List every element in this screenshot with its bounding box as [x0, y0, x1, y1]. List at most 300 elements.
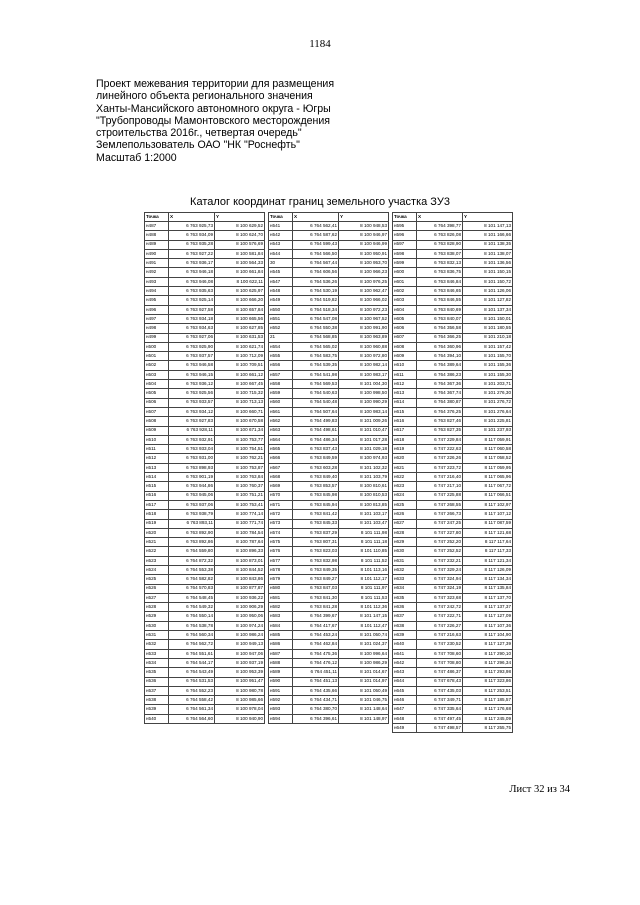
table-row: [269, 445, 389, 454]
x-coordinate-cell: 6 764 553,38: [169, 565, 215, 574]
table-row: [269, 575, 389, 584]
y-coordinate-cell: 8 100 671,34: [215, 426, 265, 435]
x-coordinate-cell: 6 764 435,66: [293, 686, 339, 695]
x-coordinate-cell: 6 764 530,19: [293, 287, 339, 296]
point-id-cell: н527: [145, 593, 169, 602]
table-row: [393, 426, 513, 435]
y-coordinate-cell: 8 101 150,72: [463, 277, 513, 286]
y-coordinate-cell: 8 101 046,75: [339, 696, 389, 705]
y-coordinate-cell: 8 101 111,53: [339, 593, 389, 602]
point-id-cell: н531: [145, 631, 169, 640]
y-coordinate-cell: 8 101 112,36: [339, 603, 389, 612]
point-id-cell: н526: [145, 584, 169, 593]
table-row: [145, 658, 265, 667]
x-coordinate-cell: 6 763 934,12: [169, 407, 215, 416]
y-coordinate-cell: 8 101 225,81: [463, 417, 513, 426]
table-row: [393, 528, 513, 537]
point-id-cell: н633: [393, 575, 417, 584]
x-coordinate-cell: 6 763 603,28: [293, 463, 339, 472]
table-row: [145, 222, 265, 231]
table-row: [145, 473, 265, 482]
x-coordinate-cell: 6 763 938,79: [169, 510, 215, 519]
y-coordinate-cell: 8 101 009,26: [339, 417, 389, 426]
x-coordinate-cell: 6 763 945,06: [169, 491, 215, 500]
point-id-cell: н644: [393, 677, 417, 686]
x-coordinate-cell: 6 747 349,71: [417, 696, 463, 705]
header-line: Ханты-Мансийского автономного округа - Югры: [96, 102, 331, 115]
x-coordinate-cell: 6 747 708,80: [417, 658, 463, 667]
table-row: [145, 482, 265, 491]
x-coordinate-cell: 6 747 232,21: [417, 556, 463, 565]
x-coordinate-cell: 6 764 451,11: [293, 668, 339, 677]
x-coordinate-cell: 6 763 928,11: [169, 426, 215, 435]
table-row: [145, 380, 265, 389]
x-coordinate-cell: 6 764 499,83: [293, 417, 339, 426]
table-row: [269, 342, 389, 351]
y-coordinate-cell: 8 100 946,97: [339, 231, 389, 240]
table-row: [145, 417, 265, 426]
point-id-cell: н556: [269, 361, 293, 370]
x-coordinate-cell: 6 763 934,09: [169, 231, 215, 240]
table-row: [393, 380, 513, 389]
y-coordinate-cell: 8 101 136,56: [463, 259, 513, 268]
y-coordinate-cell: 8 101 155,70: [463, 352, 513, 361]
y-coordinate-cell: 8 100 661,12: [215, 370, 265, 379]
y-coordinate-cell: 8 101 111,98: [339, 528, 389, 537]
x-coordinate-cell: 6 763 832,13: [417, 259, 463, 268]
point-id-cell: н584: [269, 621, 293, 630]
x-coordinate-cell: 6 747 223,72: [417, 463, 463, 472]
column-header: X: [169, 213, 215, 222]
point-id-cell: н630: [393, 547, 417, 556]
y-coordinate-cell: 8 100 810,53: [339, 491, 389, 500]
x-coordinate-cell: 6 764 434,71: [293, 696, 339, 705]
x-coordinate-cell: 6 763 925,14: [169, 296, 215, 305]
point-id-cell: н647: [393, 705, 417, 714]
point-id-cell: н579: [269, 575, 293, 584]
y-coordinate-cell: 8 117 185,57: [463, 696, 513, 705]
table-row: [145, 612, 265, 621]
x-coordinate-cell: 6 764 544,17: [169, 658, 215, 667]
point-id-cell: н560: [269, 398, 293, 407]
x-coordinate-cell: 6 763 849,35: [293, 565, 339, 574]
x-coordinate-cell: 6 764 451,13: [293, 677, 339, 686]
y-coordinate-cell: 8 100 937,19: [215, 658, 265, 667]
x-coordinate-cell: 6 764 543,49: [169, 668, 215, 677]
x-coordinate-cell: 6 763 827,35: [417, 426, 463, 435]
table-row: [393, 333, 513, 342]
x-coordinate-cell: 6 764 380,70: [293, 705, 339, 714]
y-coordinate-cell: 8 100 760,37: [215, 482, 265, 491]
y-coordinate-cell: 8 117 059,91: [463, 435, 513, 444]
y-coordinate-cell: 8 100 877,87: [215, 584, 265, 593]
y-coordinate-cell: 8 100 986,29: [339, 658, 389, 667]
x-coordinate-cell: 6 764 872,32: [169, 556, 215, 565]
table-row: [269, 668, 389, 677]
x-coordinate-cell: 6 764 550,38: [293, 324, 339, 333]
y-coordinate-cell: 8 100 976,25: [339, 277, 389, 286]
x-coordinate-cell: 6 747 678,43: [417, 677, 463, 686]
point-id-cell: н539: [145, 705, 169, 714]
x-coordinate-cell: 6 764 453,24: [293, 631, 339, 640]
table-row: [269, 603, 389, 612]
x-coordinate-cell: 6 764 562,41: [293, 222, 339, 231]
point-id-cell: н554: [269, 342, 293, 351]
x-coordinate-cell: 6 747 216,40: [417, 473, 463, 482]
x-coordinate-cell: 6 763 935,63: [169, 287, 215, 296]
x-coordinate-cell: 6 763 935,28: [169, 240, 215, 249]
x-coordinate-cell: 6 764 582,82: [169, 575, 215, 584]
table-row: [145, 686, 265, 695]
x-coordinate-cell: 6 763 846,84: [417, 277, 463, 286]
y-coordinate-cell: 8 101 126,06: [463, 287, 513, 296]
y-coordinate-cell: 8 117 255,75: [463, 724, 513, 733]
header-line: Проект межевания территории для размещения: [96, 78, 335, 90]
point-id-cell: н566: [269, 454, 293, 463]
table-row: [393, 305, 513, 314]
table-row: [393, 240, 513, 249]
y-coordinate-cell: 8 101 155,36: [463, 361, 513, 370]
table-row: [393, 287, 513, 296]
x-coordinate-cell: 6 747 252,52: [417, 547, 463, 556]
y-coordinate-cell: 8 100 936,22: [215, 593, 265, 602]
table-row: [269, 686, 389, 695]
table-row: [393, 361, 513, 370]
x-coordinate-cell: 6 763 841,30: [293, 593, 339, 602]
point-id-cell: н640: [393, 640, 417, 649]
y-coordinate-cell: 8 100 581,84: [215, 249, 265, 258]
table-row: [269, 705, 389, 714]
table-row: [145, 426, 265, 435]
point-id-cell: н503: [145, 370, 169, 379]
point-id-cell: н580: [269, 584, 293, 593]
table-row: [269, 231, 389, 240]
point-id-cell: н533: [145, 649, 169, 658]
table-row: [393, 631, 513, 640]
point-id-cell: н614: [393, 398, 417, 407]
point-id-cell: н635: [393, 593, 417, 602]
y-coordinate-cell: 8 100 946,99: [339, 240, 389, 249]
point-id-cell: н535: [145, 668, 169, 677]
y-coordinate-cell: 8 100 940,90: [215, 714, 265, 723]
point-id-cell: н494: [145, 287, 169, 296]
y-coordinate-cell: 8 101 017,28: [339, 435, 389, 444]
y-coordinate-cell: 8 117 059,95: [463, 463, 513, 472]
point-id-cell: н608: [393, 342, 417, 351]
y-coordinate-cell: 8 101 004,30: [339, 380, 389, 389]
catalog-caption: Каталог координат границ земельного участка ЗУ3: [190, 196, 450, 208]
x-coordinate-cell: 6 763 925,73: [169, 222, 215, 231]
point-id-cell: н645: [393, 686, 417, 695]
table-row: [393, 565, 513, 574]
x-coordinate-cell: 6 763 925,90: [169, 342, 215, 351]
point-id-cell: н524: [145, 565, 169, 574]
x-coordinate-cell: 6 764 540,48: [293, 398, 339, 407]
point-id-cell: н505: [145, 389, 169, 398]
table-row: [145, 565, 265, 574]
point-id-cell: н641: [393, 649, 417, 658]
y-coordinate-cell: 8 117 323,86: [463, 677, 513, 686]
table-row: [393, 473, 513, 482]
y-coordinate-cell: 8 117 137,37: [463, 603, 513, 612]
column-header: X: [417, 213, 463, 222]
table-row: [145, 593, 265, 602]
point-id-cell: н509: [145, 426, 169, 435]
x-coordinate-cell: 6 763 927,22: [169, 249, 215, 258]
table-row: [269, 510, 389, 519]
x-coordinate-cell: 6 747 252,20: [417, 538, 463, 547]
x-coordinate-cell: 6 764 389,64: [417, 361, 463, 370]
table-row: [269, 621, 389, 630]
y-coordinate-cell: 8 117 127,39: [463, 640, 513, 649]
point-id-cell: н595: [393, 222, 417, 231]
point-id-cell: н626: [393, 510, 417, 519]
y-coordinate-cell: 8 101 148,97: [339, 714, 389, 723]
x-coordinate-cell: 6 764 599,43: [293, 240, 339, 249]
x-coordinate-cell: 6 764 566,50: [293, 249, 339, 258]
x-coordinate-cell: 6 763 840,69: [417, 305, 463, 314]
table-row: [145, 528, 265, 537]
y-coordinate-cell: 8 100 784,54: [215, 528, 265, 537]
x-coordinate-cell: 6 764 498,61: [293, 426, 339, 435]
y-coordinate-cell: 8 100 950,91: [339, 249, 389, 258]
y-coordinate-cell: 8 117 066,51: [463, 491, 513, 500]
table-row: [393, 538, 513, 547]
x-coordinate-cell: 6 747 229,84: [417, 435, 463, 444]
table-row: [393, 259, 513, 268]
y-coordinate-cell: 8 101 166,66: [463, 231, 513, 240]
y-coordinate-cell: 8 117 117,64: [463, 538, 513, 547]
column-header: Y: [339, 213, 389, 222]
y-coordinate-cell: 8 101 014,67: [339, 668, 389, 677]
y-coordinate-cell: 8 100 962,47: [339, 287, 389, 296]
point-id-cell: н565: [269, 445, 293, 454]
table-row: [145, 296, 265, 305]
table-row: [269, 714, 389, 723]
x-coordinate-cell: 6 764 547,08: [293, 314, 339, 323]
table-row: [393, 510, 513, 519]
y-coordinate-cell: 8 100 982,14: [339, 361, 389, 370]
table-row: [145, 333, 265, 342]
y-coordinate-cell: 8 101 237,93: [463, 426, 513, 435]
y-coordinate-cell: 8 101 276,72: [463, 398, 513, 407]
y-coordinate-cell: 8 100 622,11: [215, 277, 265, 286]
y-coordinate-cell: 8 101 112,47: [339, 621, 389, 630]
point-id-cell: н642: [393, 658, 417, 667]
y-coordinate-cell: 8 101 180,55: [463, 324, 513, 333]
x-coordinate-cell: 6 764 606,56: [293, 268, 339, 277]
point-id-cell: н600: [393, 268, 417, 277]
x-coordinate-cell: 6 763 845,98: [293, 491, 339, 500]
y-coordinate-cell: 8 100 906,29: [215, 603, 265, 612]
table-row: [145, 463, 265, 472]
point-id-cell: н596: [393, 231, 417, 240]
y-coordinate-cell: 8 100 629,52: [215, 222, 265, 231]
y-coordinate-cell: 8 100 751,21: [215, 491, 265, 500]
point-id-cell: н529: [145, 612, 169, 621]
y-coordinate-cell: 8 100 972,80: [339, 352, 389, 361]
y-coordinate-cell: 8 117 087,59: [463, 519, 513, 528]
y-coordinate-cell: 8 101 010,47: [339, 426, 389, 435]
point-id-cell: н496: [145, 305, 169, 314]
x-coordinate-cell: 6 763 828,90: [417, 240, 463, 249]
table-row: [145, 649, 265, 658]
y-coordinate-cell: 8 100 966,02: [339, 296, 389, 305]
table-row: [145, 603, 265, 612]
point-id-cell: н525: [145, 575, 169, 584]
point-id-cell: н612: [393, 380, 417, 389]
x-coordinate-cell: 6 764 394,10: [417, 352, 463, 361]
column-header: Точка: [145, 213, 169, 222]
point-id-cell: н587: [269, 649, 293, 658]
x-coordinate-cell: 6 763 841,42: [293, 510, 339, 519]
x-coordinate-cell: 6 764 548,45: [169, 593, 215, 602]
y-coordinate-cell: 8 100 873,01: [215, 556, 265, 565]
x-coordinate-cell: 6 764 567,44: [293, 259, 339, 268]
sheet-footer: Лист 32 из 34: [509, 784, 570, 795]
x-coordinate-cell: 6 764 486,34: [293, 435, 339, 444]
x-coordinate-cell: 6 747 217,10: [417, 482, 463, 491]
table-row: [269, 463, 389, 472]
y-coordinate-cell: 8 100 991,90: [339, 324, 389, 333]
x-coordinate-cell: 6 763 836,75: [417, 268, 463, 277]
table-row: [393, 482, 513, 491]
y-coordinate-cell: 8 117 290,10: [463, 649, 513, 658]
y-coordinate-cell: 8 100 787,64: [215, 538, 265, 547]
column-header: Точка: [393, 213, 417, 222]
table-row: [269, 268, 389, 277]
point-id-cell: н625: [393, 500, 417, 509]
x-coordinate-cell: 6 764 367,74: [417, 389, 463, 398]
y-coordinate-cell: 8 100 564,33: [215, 259, 265, 268]
y-coordinate-cell: 8 117 058,52: [463, 454, 513, 463]
table-row: [393, 231, 513, 240]
x-coordinate-cell: 6 763 934,63: [169, 324, 215, 333]
point-id-cell: н605: [393, 314, 417, 323]
point-id-cell: н561: [269, 407, 293, 416]
table-row: [269, 677, 389, 686]
table-row: [269, 435, 389, 444]
point-id-cell: н536: [145, 677, 169, 686]
y-coordinate-cell: 8 101 203,71: [463, 380, 513, 389]
x-coordinate-cell: 6 764 417,67: [293, 621, 339, 630]
point-id-cell: н572: [269, 510, 293, 519]
table-row: [145, 510, 265, 519]
x-coordinate-cell: 6 764 380,87: [417, 398, 463, 407]
y-coordinate-cell: 8 100 813,85: [339, 500, 389, 509]
point-id-cell: н501: [145, 352, 169, 361]
point-id-cell: н636: [393, 603, 417, 612]
x-coordinate-cell: 6 747 247,25: [417, 519, 463, 528]
point-id-cell: н575: [269, 538, 293, 547]
y-coordinate-cell: 8 100 661,84: [215, 268, 265, 277]
y-coordinate-cell: 8 101 014,97: [339, 677, 389, 686]
point-id-cell: н599: [393, 259, 417, 268]
table-row: [269, 612, 389, 621]
point-id-cell: н602: [393, 287, 417, 296]
table-row: [393, 324, 513, 333]
y-coordinate-cell: 8 117 253,51: [463, 686, 513, 695]
point-id-cell: н500: [145, 342, 169, 351]
table-row: [393, 268, 513, 277]
point-id-cell: н597: [393, 240, 417, 249]
header-line: строительства 2016г., четвертая очередь": [96, 127, 302, 140]
point-id-cell: н577: [269, 556, 293, 565]
point-id-cell: н648: [393, 714, 417, 723]
x-coordinate-cell: 6 747 242,72: [417, 603, 463, 612]
x-coordinate-cell: 6 764 538,78: [169, 621, 215, 630]
table-row: [393, 398, 513, 407]
table-row: [393, 370, 513, 379]
table-row: [269, 324, 389, 333]
x-coordinate-cell: 6 763 840,07: [417, 314, 463, 323]
point-id-cell: н581: [269, 593, 293, 602]
point-id-cell: н616: [393, 417, 417, 426]
point-id-cell: н592: [269, 696, 293, 705]
table-row: [393, 491, 513, 500]
table-row: [145, 324, 265, 333]
x-coordinate-cell: 6 764 360,96: [417, 342, 463, 351]
x-coordinate-cell: 6 763 846,65: [417, 287, 463, 296]
y-coordinate-cell: 8 117 126,09: [463, 565, 513, 574]
point-id-cell: н604: [393, 305, 417, 314]
x-coordinate-cell: 6 763 892,86: [169, 538, 215, 547]
x-coordinate-cell: 6 764 386,23: [417, 370, 463, 379]
table-row: [393, 603, 513, 612]
y-coordinate-cell: 8 100 625,97: [215, 287, 265, 296]
table-row: [269, 593, 389, 602]
y-coordinate-cell: 8 100 763,84: [215, 473, 265, 482]
point-id-cell: н569: [269, 482, 293, 491]
y-coordinate-cell: 8 100 665,56: [215, 314, 265, 323]
y-coordinate-cell: 8 100 810,61: [339, 482, 389, 491]
x-coordinate-cell: 6 763 826,08: [417, 231, 463, 240]
y-coordinate-cell: 8 101 276,30: [463, 389, 513, 398]
y-coordinate-cell: 8 100 666,20: [215, 296, 265, 305]
table-row: [145, 407, 265, 416]
x-coordinate-cell: 6 763 838,07: [417, 249, 463, 258]
x-coordinate-cell: 6 747 230,52: [417, 640, 463, 649]
point-id-cell: н488: [145, 231, 169, 240]
x-coordinate-cell: 6 763 936,17: [169, 259, 215, 268]
point-id-cell: н582: [269, 603, 293, 612]
table-row: [145, 445, 265, 454]
y-coordinate-cell: 8 117 176,68: [463, 705, 513, 714]
y-coordinate-cell: 8 100 980,78: [215, 686, 265, 695]
point-id-cell: н568: [269, 473, 293, 482]
x-coordinate-cell: 6 763 837,29: [293, 528, 339, 537]
point-id-cell: н615: [393, 407, 417, 416]
x-coordinate-cell: 6 763 931,00: [169, 454, 215, 463]
table-row: [393, 454, 513, 463]
table-row: [145, 705, 265, 714]
y-coordinate-cell: 8 100 948,53: [339, 222, 389, 231]
y-coordinate-cell: 8 101 210,18: [463, 333, 513, 342]
y-coordinate-cell: 8 101 050,74: [339, 631, 389, 640]
y-coordinate-cell: 8 117 121,68: [463, 528, 513, 537]
y-coordinate-cell: 8 100 986,24: [215, 631, 265, 640]
y-coordinate-cell: 8 100 996,64: [339, 649, 389, 658]
column-header: Точка: [269, 213, 293, 222]
y-coordinate-cell: 8 117 117,33: [463, 547, 513, 556]
x-coordinate-cell: 6 764 558,42: [169, 696, 215, 705]
y-coordinate-cell: 8 101 155,30: [463, 370, 513, 379]
point-id-cell: н519: [145, 519, 169, 528]
x-coordinate-cell: 6 763 927,83: [169, 417, 215, 426]
y-coordinate-cell: 8 117 102,97: [463, 500, 513, 509]
point-id-cell: н506: [145, 398, 169, 407]
column-header: Y: [215, 213, 265, 222]
